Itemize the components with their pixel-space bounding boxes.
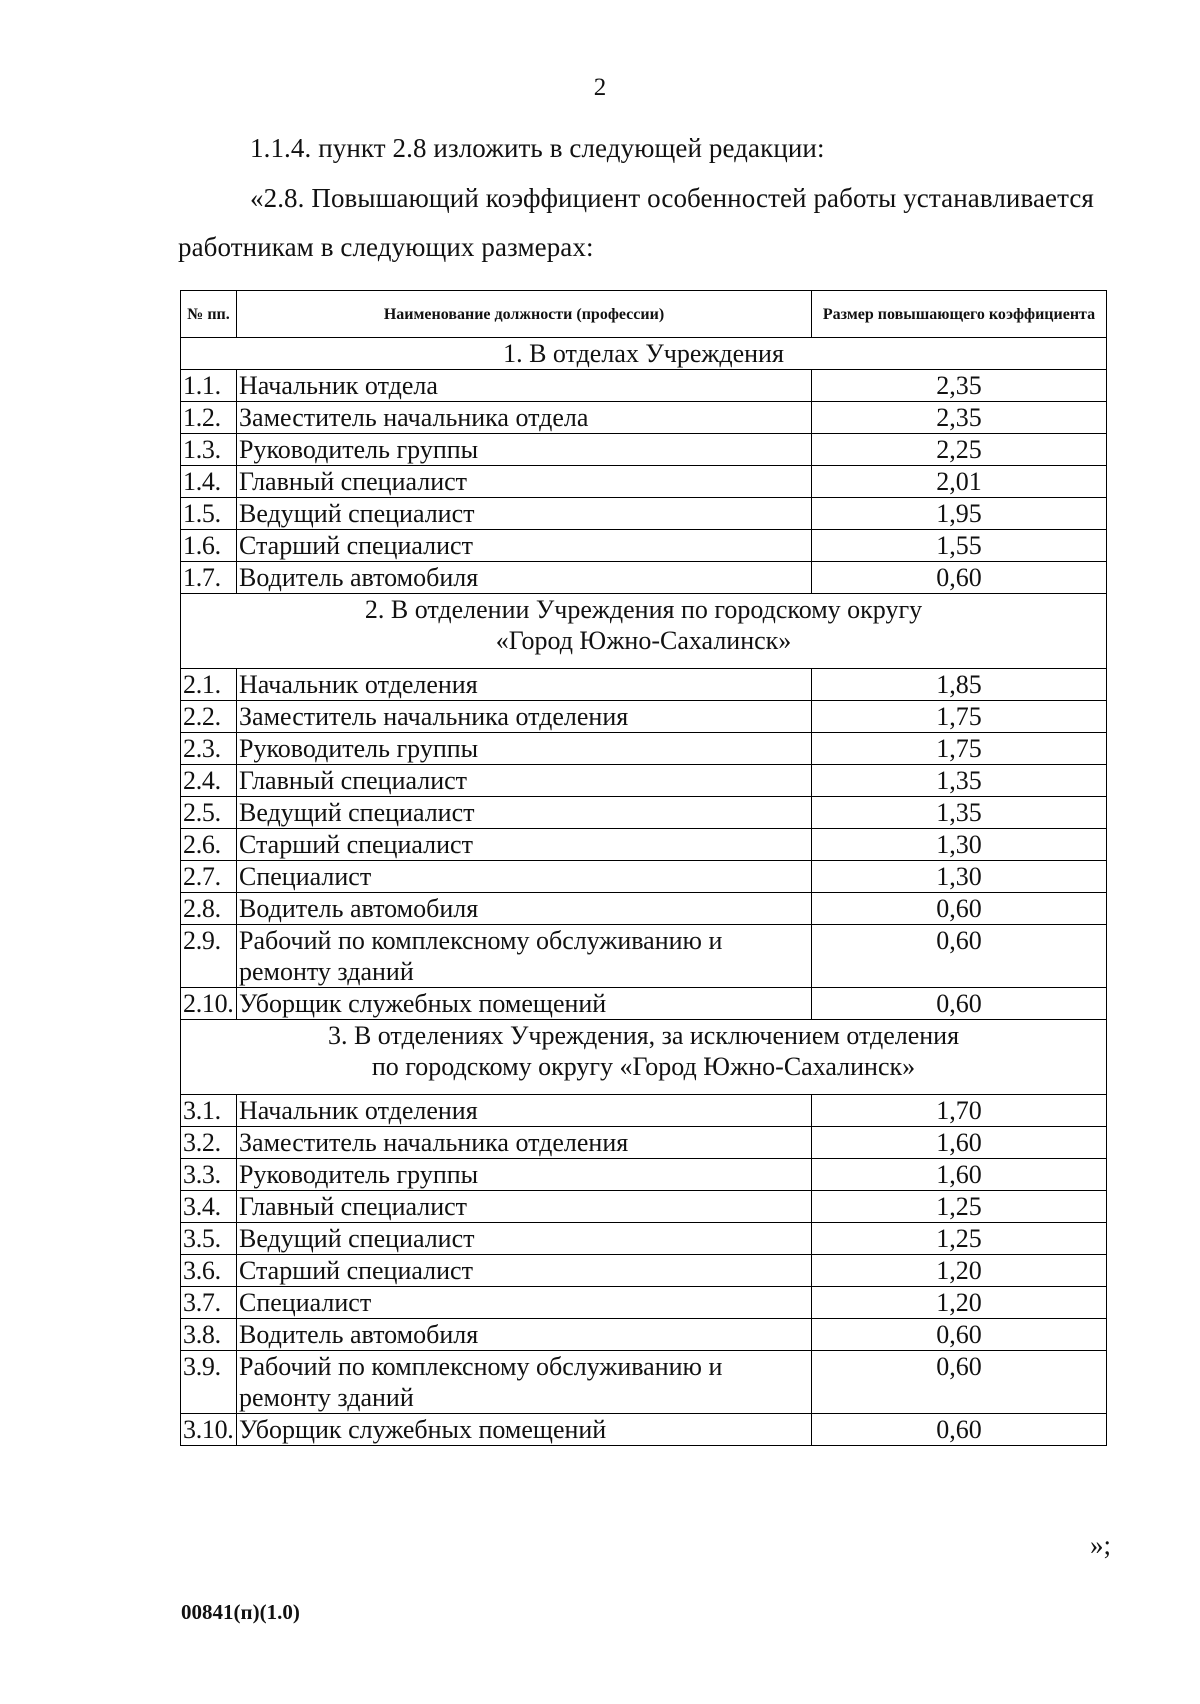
row-number: 2.1. <box>181 669 237 701</box>
coefficient-value: 0,60 <box>812 893 1107 925</box>
row-number: 1.3. <box>181 434 237 466</box>
coefficient-value: 1,55 <box>812 530 1107 562</box>
table-row <box>181 1287 1107 1319</box>
coefficient-value: 2,25 <box>812 434 1107 466</box>
intro-line-1: 1.1.4. пункт 2.8 изложить в следующей редакции: <box>250 133 825 163</box>
table-row <box>181 988 1107 1020</box>
row-number: 2.8. <box>181 893 237 925</box>
row-number: 1.5. <box>181 498 237 530</box>
section-title-line: 2. В отделении Учреждения по городскому округу <box>364 595 923 624</box>
coefficient-value: 1,60 <box>812 1127 1107 1159</box>
table-row <box>181 498 1107 530</box>
row-number: 3.4. <box>181 1191 237 1223</box>
table-row <box>181 733 1107 765</box>
row-number: 1.4. <box>181 466 237 498</box>
section-title <box>181 1020 1107 1095</box>
position-name: Уборщик служебных помещений <box>237 988 812 1020</box>
table-row <box>181 434 1107 466</box>
section-title-line: «Город Южно-Сахалинск» <box>495 626 792 655</box>
table-row <box>181 1095 1107 1127</box>
row-number: 1.7. <box>181 562 237 594</box>
row-number: 2.5. <box>181 797 237 829</box>
coefficient-value: 0,60 <box>812 1414 1107 1446</box>
row-number: 3.6. <box>181 1255 237 1287</box>
position-name: Заместитель начальника отделения <box>237 1127 812 1159</box>
closing-quote: »; <box>1090 1530 1112 1560</box>
coefficient-value: 0,60 <box>812 562 1107 594</box>
position-name: Специалист <box>237 861 812 893</box>
coefficient-value: 1,30 <box>812 829 1107 861</box>
row-number: 3.7. <box>181 1287 237 1319</box>
row-number: 3.8. <box>181 1319 237 1351</box>
section-row <box>181 1020 1107 1095</box>
table-row <box>181 925 1107 988</box>
section-row <box>181 594 1107 669</box>
document-code: 00841(п)(1.0) <box>181 1600 300 1624</box>
table-row <box>181 1351 1107 1414</box>
header-num: № пп. <box>181 291 237 338</box>
position-name: Заместитель начальника отделения <box>237 701 812 733</box>
coefficient-value: 2,01 <box>812 466 1107 498</box>
table-row <box>181 765 1107 797</box>
position-name: Ведущий специалист <box>237 1223 812 1255</box>
row-number: 3.5. <box>181 1223 237 1255</box>
coefficient-value: 1,95 <box>812 498 1107 530</box>
section-title-line: по городскому округу «Город Южно-Сахалинск» <box>371 1052 916 1081</box>
table-row <box>181 797 1107 829</box>
table-row <box>181 669 1107 701</box>
position-name: Начальник отделения <box>237 1095 812 1127</box>
coefficient-value: 1,75 <box>812 733 1107 765</box>
table-row <box>181 1414 1107 1446</box>
section-title <box>181 338 1107 370</box>
table-body <box>181 338 1107 1446</box>
table-row <box>181 861 1107 893</box>
position-name: Водитель автомобиля <box>237 562 812 594</box>
table-row <box>181 1319 1107 1351</box>
position-name: Ведущий специалист <box>237 498 812 530</box>
position-name: Уборщик служебных помещений <box>237 1414 812 1446</box>
position-name: Рабочий по комплексному обслуживанию и ремонту зданий <box>237 1351 812 1414</box>
coefficient-value: 1,60 <box>812 1159 1107 1191</box>
row-number: 2.9. <box>181 925 237 988</box>
intro-line-3: работникам в следующих размерах: <box>178 232 594 262</box>
table-row <box>181 893 1107 925</box>
row-number: 2.6. <box>181 829 237 861</box>
table-row <box>181 829 1107 861</box>
coefficient-value: 1,35 <box>812 797 1107 829</box>
table-row <box>181 1159 1107 1191</box>
position-name: Водитель автомобиля <box>237 893 812 925</box>
table-row <box>181 370 1107 402</box>
position-name: Рабочий по комплексному обслуживанию и ремонту зданий <box>237 925 812 988</box>
header-coef: Размер повышающего коэффициента <box>812 291 1107 338</box>
table-row <box>181 1223 1107 1255</box>
coefficient-value: 1,20 <box>812 1255 1107 1287</box>
row-number: 2.2. <box>181 701 237 733</box>
position-name: Специалист <box>237 1287 812 1319</box>
table-row <box>181 701 1107 733</box>
coefficient-value: 0,60 <box>812 925 1107 988</box>
table-row <box>181 466 1107 498</box>
position-name: Начальник отдела <box>237 370 812 402</box>
row-number: 3.9. <box>181 1351 237 1414</box>
coefficient-value: 1,30 <box>812 861 1107 893</box>
coefficient-value: 2,35 <box>812 402 1107 434</box>
row-number: 1.6. <box>181 530 237 562</box>
table-row <box>181 1191 1107 1223</box>
position-name: Руководитель группы <box>237 1159 812 1191</box>
table-row <box>181 1255 1107 1287</box>
section-row <box>181 338 1107 370</box>
row-number: 2.4. <box>181 765 237 797</box>
coefficient-value: 1,25 <box>812 1191 1107 1223</box>
row-number: 3.3. <box>181 1159 237 1191</box>
coefficient-value: 2,35 <box>812 370 1107 402</box>
table-row <box>181 1127 1107 1159</box>
position-name: Старший специалист <box>237 829 812 861</box>
position-name: Главный специалист <box>237 765 812 797</box>
coefficient-value: 1,75 <box>812 701 1107 733</box>
header-name: Наименование должности (профессии) <box>237 291 812 338</box>
position-name: Руководитель группы <box>237 733 812 765</box>
coefficient-value: 1,25 <box>812 1223 1107 1255</box>
position-name: Водитель автомобиля <box>237 1319 812 1351</box>
coefficient-value: 1,85 <box>812 669 1107 701</box>
table-header-row <box>181 291 1107 338</box>
position-name: Главный специалист <box>237 466 812 498</box>
table-row <box>181 402 1107 434</box>
position-name: Старший специалист <box>237 530 812 562</box>
position-name: Руководитель группы <box>237 434 812 466</box>
position-name: Главный специалист <box>237 1191 812 1223</box>
coefficient-value: 0,60 <box>812 1319 1107 1351</box>
position-name: Ведущий специалист <box>237 797 812 829</box>
table-row <box>181 562 1107 594</box>
section-title-line: 3. В отделениях Учреждения, за исключением отделения <box>327 1021 960 1050</box>
row-number: 2.7. <box>181 861 237 893</box>
coefficient-value: 1,70 <box>812 1095 1107 1127</box>
row-number: 2.3. <box>181 733 237 765</box>
section-title <box>181 594 1107 669</box>
row-number: 3.1. <box>181 1095 237 1127</box>
coefficient-value: 0,60 <box>812 988 1107 1020</box>
row-number: 1.2. <box>181 402 237 434</box>
coefficient-value: 0,60 <box>812 1351 1107 1414</box>
row-number: 2.10. <box>181 988 237 1020</box>
position-name: Заместитель начальника отдела <box>237 402 812 434</box>
row-number: 3.10. <box>181 1414 237 1446</box>
coefficient-table <box>180 290 1107 1446</box>
page-number: 2 <box>593 74 607 101</box>
position-name: Начальник отделения <box>237 669 812 701</box>
coefficient-value: 1,35 <box>812 765 1107 797</box>
coefficient-value: 1,20 <box>812 1287 1107 1319</box>
section-title-line: 1. В отделах Учреждения <box>503 339 784 368</box>
position-name: Старший специалист <box>237 1255 812 1287</box>
row-number: 1.1. <box>181 370 237 402</box>
row-number: 3.2. <box>181 1127 237 1159</box>
table-row <box>181 530 1107 562</box>
intro-line-2: «2.8. Повышающий коэффициент особенностей работы устанавливается <box>250 183 1094 213</box>
